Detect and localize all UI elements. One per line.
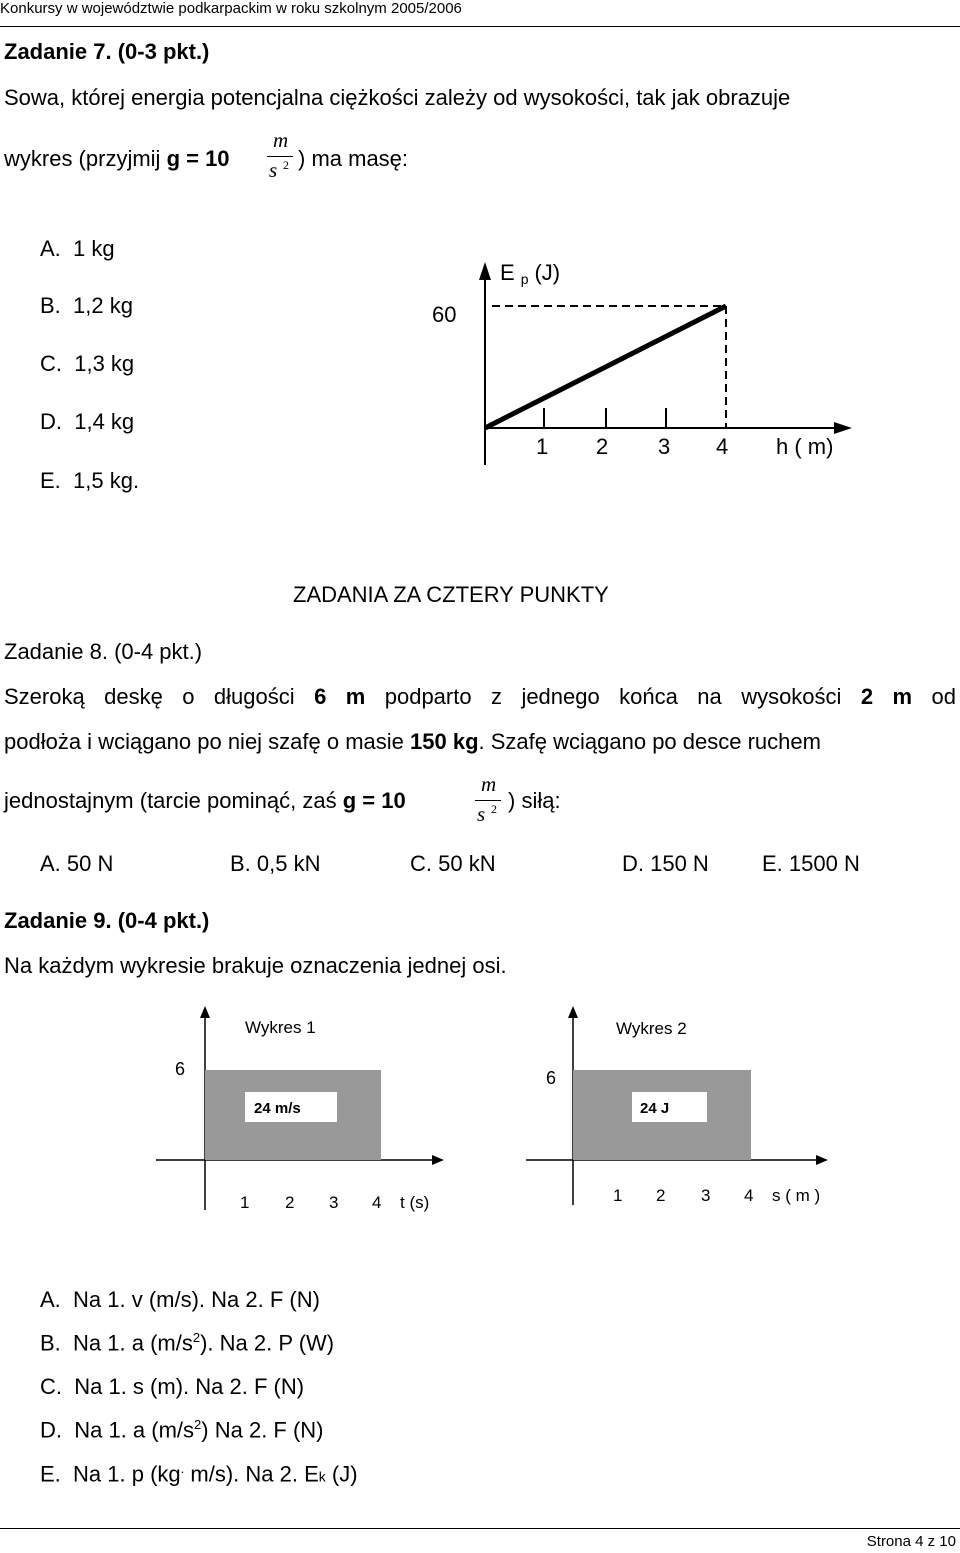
task7-option-c[interactable]: C. 1,3 kg — [40, 351, 135, 376]
task7-g-fraction: m s 2 — [267, 128, 297, 188]
chart1-x-tick-1: 1 — [240, 1193, 250, 1212]
chart1-x-arrow — [432, 1155, 444, 1165]
page-header: Konkursy w województwie podkarpackim w roku szkolnym 2005/2006 — [0, 0, 462, 17]
task8-option-b[interactable]: B. 0,5 kN — [230, 851, 321, 876]
task9-line1: Na każdym wykresie brakuje oznaczenia jednej osi. — [4, 953, 507, 978]
chart2-x-tick-3: 3 — [701, 1186, 711, 1205]
task9-option-a[interactable]: A. Na 1. v (m/s). Na 2. F (N) — [40, 1287, 320, 1312]
section-title: ZADANIA ZA CZTERY PUNKTY — [293, 582, 609, 607]
y-axis-arrow — [479, 262, 491, 280]
chart1-x-tick-2: 2 — [285, 1193, 295, 1212]
page-number: Strona 4 z 10 — [866, 1533, 956, 1550]
task7-option-b[interactable]: B. 1,2 kg — [40, 293, 133, 318]
task7-line2-end: ) ma masę: — [298, 146, 409, 171]
chart2-x-arrow — [816, 1155, 828, 1165]
task8-line2: podłoża i wciągano po niej szafę o masie 150 kg. Szafę wciągano po desce ruchem — [4, 729, 821, 754]
task9-chart2 — [520, 1000, 840, 1220]
x-tick-label-2: 2 — [596, 434, 609, 459]
task9-option-d[interactable]: D. Na 1. a $(m/s^2)$ Na 2. F (N) — [40, 1417, 324, 1443]
chart1-y-arrow — [200, 1006, 210, 1018]
task8-line3-end: ) siłą: — [508, 788, 561, 813]
task8-g-fraction: m s 2 — [475, 772, 505, 832]
task7-graph — [420, 250, 860, 480]
chart2-x-label: s ( m ) — [772, 1186, 821, 1205]
task9-option-b[interactable]: B. Na 1. a $(m/s^2)$. Na 2. P (W) — [40, 1330, 335, 1356]
x-tick-label-1: 1 — [536, 434, 549, 459]
chart2-y-arrow — [568, 1006, 578, 1018]
chart1-x-tick-3: 3 — [329, 1193, 339, 1212]
chart1-y-tick: 6 — [175, 1059, 186, 1079]
chart2-x-tick-1: 1 — [613, 1186, 623, 1205]
y-tick-label: 60 — [432, 302, 457, 327]
task8-option-a[interactable]: A. 50 N — [40, 851, 114, 876]
x-tick-label-4: 4 — [716, 434, 729, 459]
task8-title: Zadanie 8. (0-4 pkt.) — [4, 639, 203, 664]
task7-option-e[interactable]: E. 1,5 kg. — [40, 468, 140, 493]
y-axis-label: Ep (J) — [500, 260, 561, 287]
task7-line2: wykres (przyjmij g = 10 — [4, 146, 230, 171]
task7-title: Zadanie 7. (0-3 pkt.) — [4, 39, 210, 64]
header-rule — [0, 26, 960, 27]
task8-line1: Szeroką deskę o długości 6 m podparto z jednego końca na wysokości 2 m od — [4, 684, 956, 709]
chart1-x-label: t (s) — [400, 1193, 430, 1212]
task8-option-d[interactable]: D. 150 N — [622, 851, 709, 876]
chart2-x-tick-4: 4 — [744, 1186, 754, 1205]
x-axis-label: h ( m) — [776, 434, 834, 459]
chart2-box-label: 24 J — [640, 1100, 670, 1117]
chart1-box-label: 24 m/s — [254, 1100, 301, 1117]
task9-option-e[interactable]: E. Na 1. p (kg. m/s). Na 2. Ek (J) — [40, 1461, 358, 1487]
chart2-title: Wykres 2 — [616, 1019, 687, 1038]
task7-line1: Sowa, której energia potencjalna ciężkości zależy od wysokości, tak jak obrazuje — [4, 85, 791, 110]
task7-option-d[interactable]: D. 1,4 kg — [40, 409, 135, 434]
chart1-x-tick-4: 4 — [372, 1193, 382, 1212]
chart2-y-tick: 6 — [546, 1068, 557, 1088]
task8-option-e[interactable]: E. 1500 N — [762, 851, 860, 876]
task9-title: Zadanie 9. (0-4 pkt.) — [4, 908, 210, 933]
task8-line3: jednostajnym (tarcie pominąć, zaś g = 10 — [4, 788, 406, 813]
task8-option-c[interactable]: C. 50 kN — [410, 851, 496, 876]
chart1-title: Wykres 1 — [245, 1018, 316, 1037]
x-axis-arrow — [834, 422, 852, 434]
task9-option-c[interactable]: C. Na 1. s (m). Na 2. F (N) — [40, 1374, 305, 1399]
x-tick-label-3: 3 — [658, 434, 671, 459]
task7-option-a[interactable]: A. 1 kg — [40, 236, 115, 261]
task9-chart1 — [150, 1000, 450, 1220]
footer-rule — [0, 1528, 960, 1529]
chart2-x-tick-2: 2 — [656, 1186, 666, 1205]
